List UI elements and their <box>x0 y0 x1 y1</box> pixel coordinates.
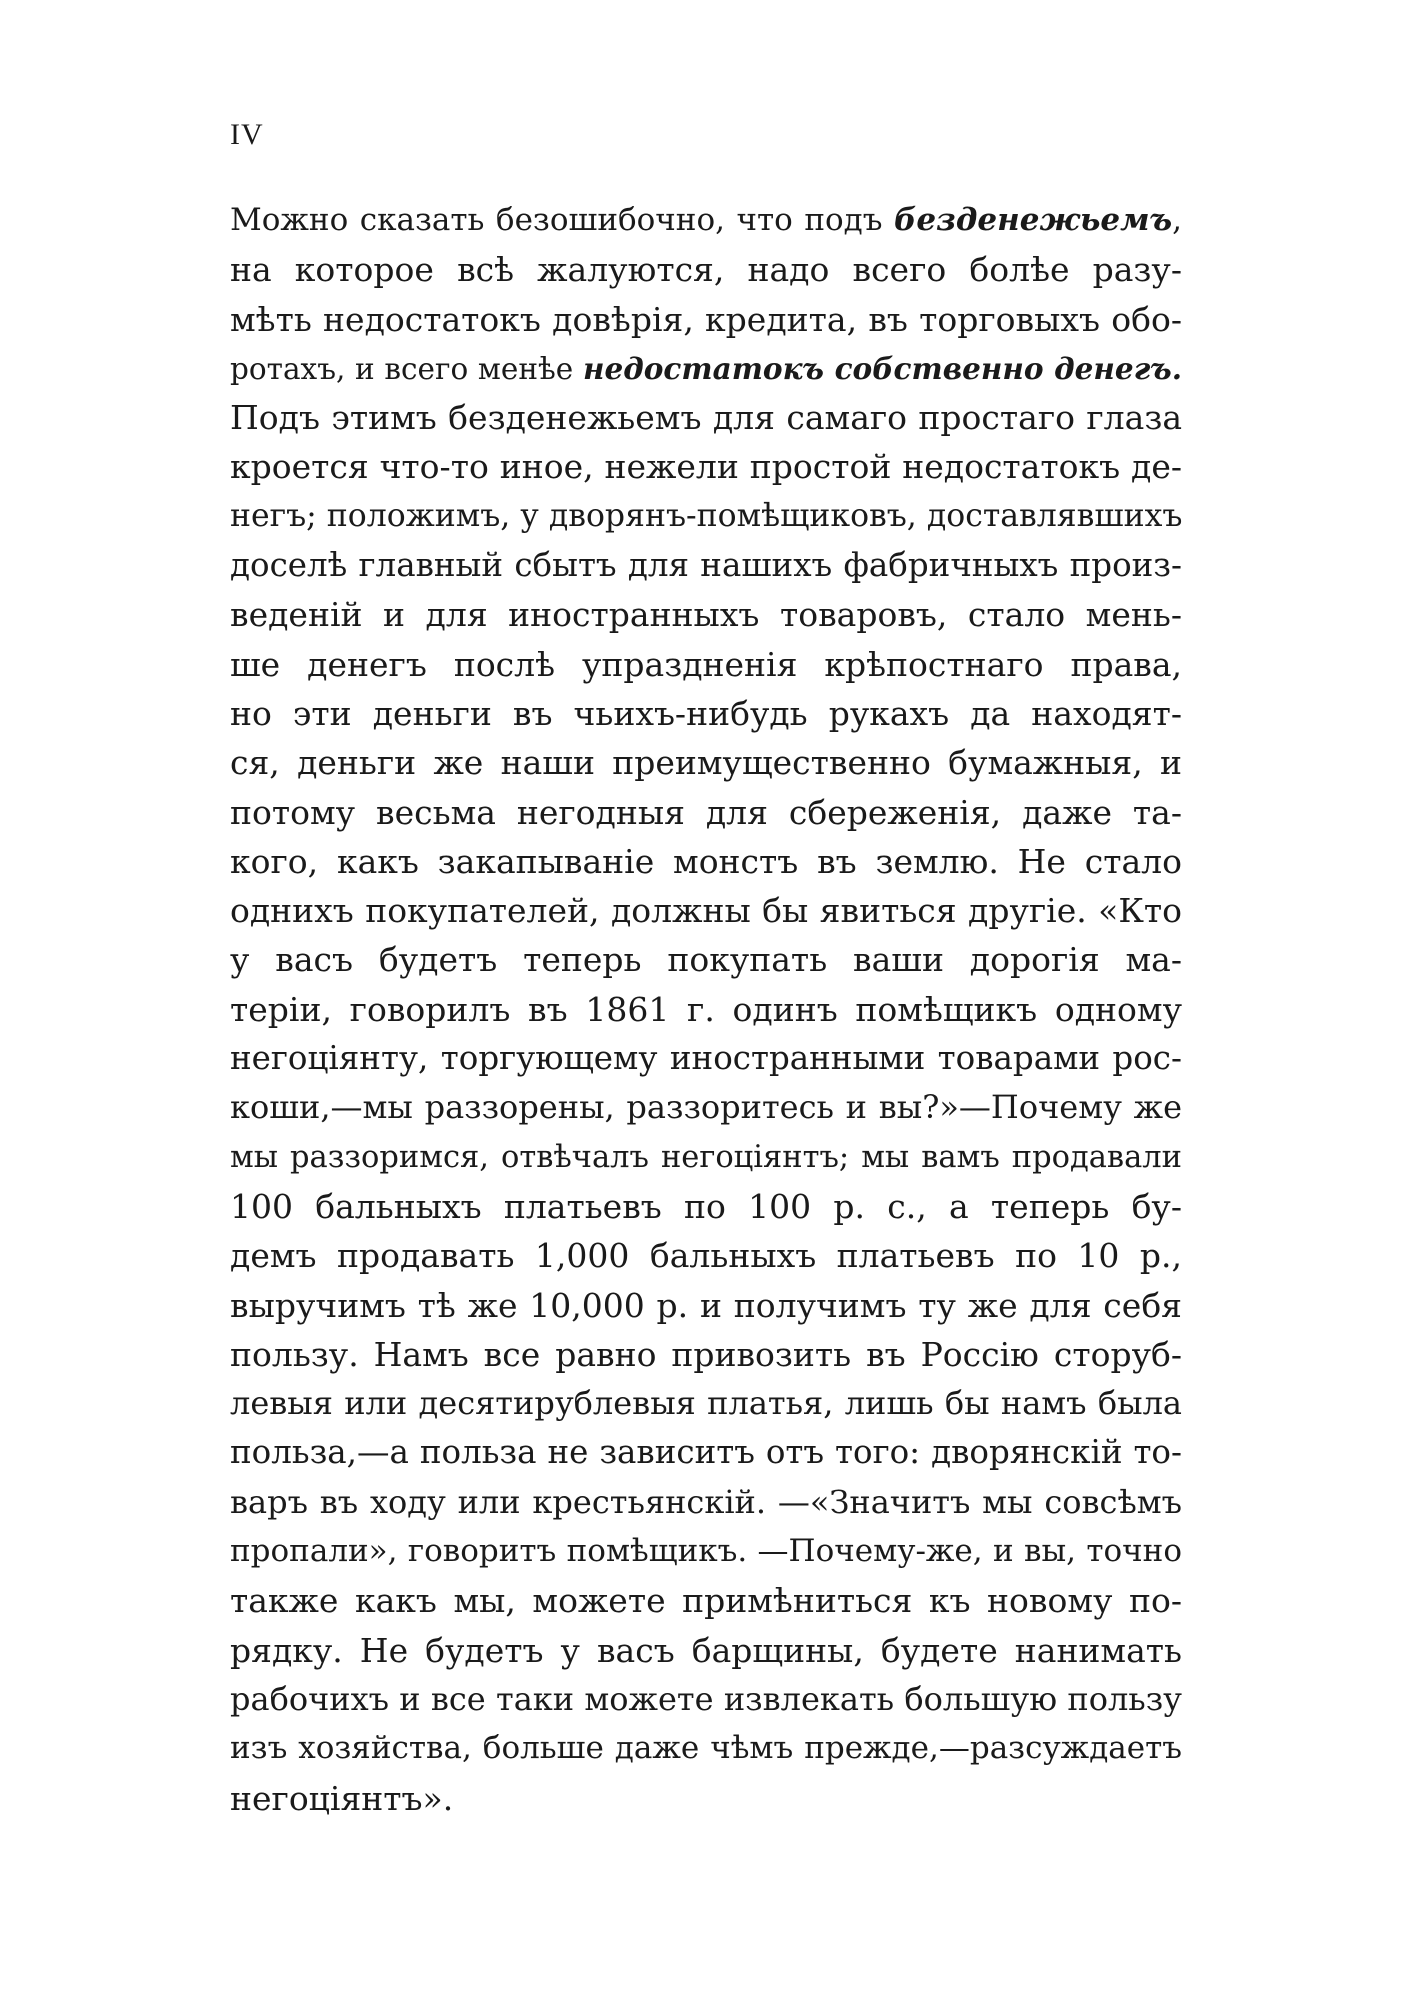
text-run: на которое всѣ жалуются, надо всего болѣе разу- <box>230 250 1182 290</box>
text-run: потому весьма негодныя для сбереженія, даже та- <box>230 792 1182 832</box>
text-run: негоціянтъ». <box>230 1778 454 1818</box>
text-run: рядку. Не будетъ у васъ барщины, будете нанимать <box>230 1630 1182 1670</box>
text-run: веденій и для иностранныхъ товаровъ, стало мень- <box>230 595 1182 635</box>
text-run: мы раззоримся, отвѣчалъ негоціянтъ; мы вамъ продавали <box>230 1139 1182 1175</box>
text-line <box>230 1576 1182 1625</box>
text-run: пользу. Намъ все равно привозить въ Россію сторуб- <box>230 1334 1182 1374</box>
text-run: у васъ будетъ теперь покупать ваши дорогія ма- <box>230 940 1182 980</box>
text-run: ротахъ, и всего менѣе <box>230 351 583 386</box>
text-run: демъ продавать 1,000 бальныхъ платьевъ по 10 р., <box>230 1236 1182 1276</box>
text-line <box>230 344 1182 393</box>
italic-emphasis: недостатокъ собственно денегъ. <box>582 350 1182 386</box>
text-line <box>230 640 1182 689</box>
text-line <box>230 1478 1182 1527</box>
text-run: теріи, говорилъ въ 1861 г. одинъ помѣщикъ одному <box>230 989 1182 1029</box>
text-line <box>230 295 1182 344</box>
text-line <box>230 788 1182 837</box>
text-line <box>230 541 1182 590</box>
text-run: негъ; положимъ, у дворянъ-помѣщиковъ, доставлявшихъ <box>230 497 1182 534</box>
text-line <box>230 393 1182 442</box>
text-line <box>230 1034 1182 1083</box>
text-line <box>230 1330 1182 1379</box>
text-run: пропали», говоритъ помѣщикъ. —Почему-же, и вы, точно <box>230 1533 1182 1570</box>
text-run: изъ хозяйства, больше даже чѣмъ прежде,—разсуждаетъ <box>230 1730 1182 1767</box>
text-line <box>230 689 1182 738</box>
body-text <box>230 196 1182 1823</box>
text-run: кого, какъ закапываніе монстъ въ землю. Не стало <box>230 841 1182 881</box>
text-run: также какъ мы, можете примѣниться къ новому по- <box>230 1581 1182 1621</box>
text-run: негоціянту, торгующему иностранными товарами рос- <box>230 1039 1182 1078</box>
text-line <box>230 442 1182 491</box>
text-line <box>230 590 1182 639</box>
text-run: варъ въ ходу или крестьянскій. —«Значитъ мы совсѣмъ <box>230 1482 1182 1521</box>
text-run: но эти деньги въ чьихъ-нибудь рукахъ да находят- <box>230 693 1182 733</box>
text-run: Можно сказать безошибочно, что подъ <box>230 202 894 238</box>
text-run: выручимъ тѣ же 10,000 р. и получимъ ту же для себя <box>230 1285 1182 1325</box>
text-line <box>230 1182 1182 1231</box>
text-line <box>230 1527 1182 1576</box>
text-run: мѣть недостатокъ довѣрія, кредита, въ торговыхъ обо- <box>230 299 1182 339</box>
text-run: польза,—а польза не зависитъ отъ того: дворянскій то- <box>230 1433 1182 1472</box>
text-run: Подъ этимъ безденежьемъ для самаго простаго глаза <box>230 398 1182 438</box>
text-line <box>230 196 1182 245</box>
text-run: ше денегъ послѣ упраздненія крѣпостнаго права, <box>230 644 1182 684</box>
text-run: однихъ покупателей, должны бы явиться другіе. «Кто <box>230 891 1182 931</box>
text-run: доселѣ главный сбытъ для нашихъ фабричныхъ произ- <box>230 546 1182 585</box>
text-line <box>230 1626 1182 1675</box>
text-run: 100 бальныхъ платьевъ по 100 р. с., а теперь бу- <box>230 1186 1182 1226</box>
text-line <box>230 1231 1182 1280</box>
text-line <box>230 886 1182 935</box>
text-line <box>230 1774 1182 1823</box>
text-run: ся, деньги же наши преимущественно бумажныя, и <box>230 743 1182 783</box>
italic-emphasis: безденежьемъ <box>893 202 1173 238</box>
text-line <box>230 935 1182 984</box>
text-line <box>230 1379 1182 1428</box>
text-line <box>230 1428 1182 1477</box>
page-number: IV <box>230 118 264 151</box>
text-line <box>230 1724 1182 1773</box>
text-line <box>230 738 1182 787</box>
text-run: коши,—мы раззорены, раззоритесь и вы?»—Почему же <box>230 1088 1182 1127</box>
text-line <box>230 245 1182 294</box>
text-run: левыя или десятирублевыя платья, лишь бы намъ была <box>230 1384 1182 1423</box>
text-run: рабочихъ и все таки можете извлекать большую пользу <box>230 1679 1182 1718</box>
text-run: , <box>1172 202 1182 238</box>
text-line <box>230 492 1182 541</box>
text-line <box>230 1281 1182 1330</box>
text-line <box>230 985 1182 1034</box>
text-line <box>230 1675 1182 1724</box>
text-run: кроется что-то иное, нежели простой недостатокъ де- <box>230 447 1182 487</box>
text-line <box>230 1083 1182 1132</box>
text-line <box>230 1133 1182 1182</box>
text-line <box>230 837 1182 886</box>
